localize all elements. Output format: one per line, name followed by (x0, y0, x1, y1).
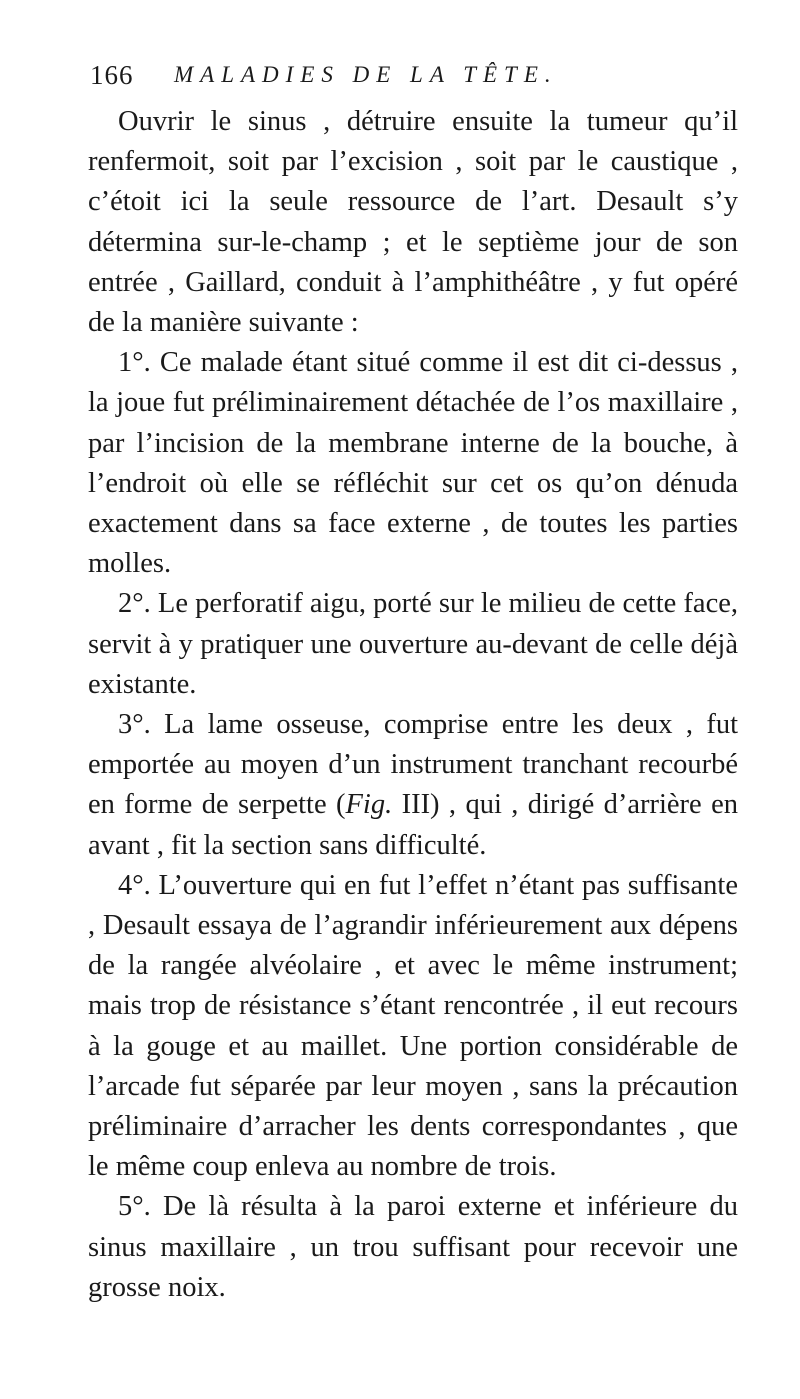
running-title: MALADIES DE LA TÊTE. (174, 62, 558, 87)
paragraph-step-4: 4°. L’ouverture qui en fut l’effet n’étant pas suffisante , Desault essaya de l’agrandir inférieurement aux dépens de la rangée alvéolaire , et avec le même instrument; mais trop de résistance s’étant rencontrée , il eut recours à la gouge et au maillet. Une portion considérable de l’arcade fut séparée par leur moyen , sans la précaution préliminaire d’arracher les dents correspondantes , que le même coup enleva au nombre de trois. (88, 869, 738, 1183)
paragraph-intro: Ouvrir le sinus , détruire ensuite la tumeur qu’il renfermoit, soit par l’excision , soit par le caustique , c’étoit ici la seule ressource de l’art. Desault s’y détermina sur-le-champ ; et le septième jour de son entrée , Gaillard, conduit à l’amphithéâtre , y fut opéré de la manière suivante : (88, 106, 738, 339)
figure-reference: Fig. (345, 789, 393, 821)
body-text (88, 102, 738, 1308)
running-head (90, 60, 740, 100)
page-number: 166 (90, 60, 134, 90)
paragraph-step-2: 2°. Le perforatif aigu, porté sur le milieu de cette face, servit à y pratiquer une ouverture au-devant de celle déjà existante. (88, 588, 738, 700)
paragraph-step-3: 3°. La lame osseuse, comprise entre les deux , fut emportée au moyen d’un instrument tranchant recourbé en forme de serpette (Fig. III) , qui , dirigé d’arrière en avant , fit la section sans difficulté. (88, 709, 738, 861)
paragraph-step-5: 5°. De là résulta à la paroi externe et inférieure du sinus maxillaire , un trou suffisant pour recevoir une grosse noix. (88, 1191, 738, 1303)
paragraph-step-1: 1°. Ce malade étant situé comme il est dit ci-dessus , la joue fut préliminairement détachée de l’os maxillaire , par l’incision de la membrane interne de la bouche, à l’endroit où elle se réfléchit sur cet os qu’on dénuda exactement dans sa face externe , de toutes les parties molles. (88, 347, 738, 580)
